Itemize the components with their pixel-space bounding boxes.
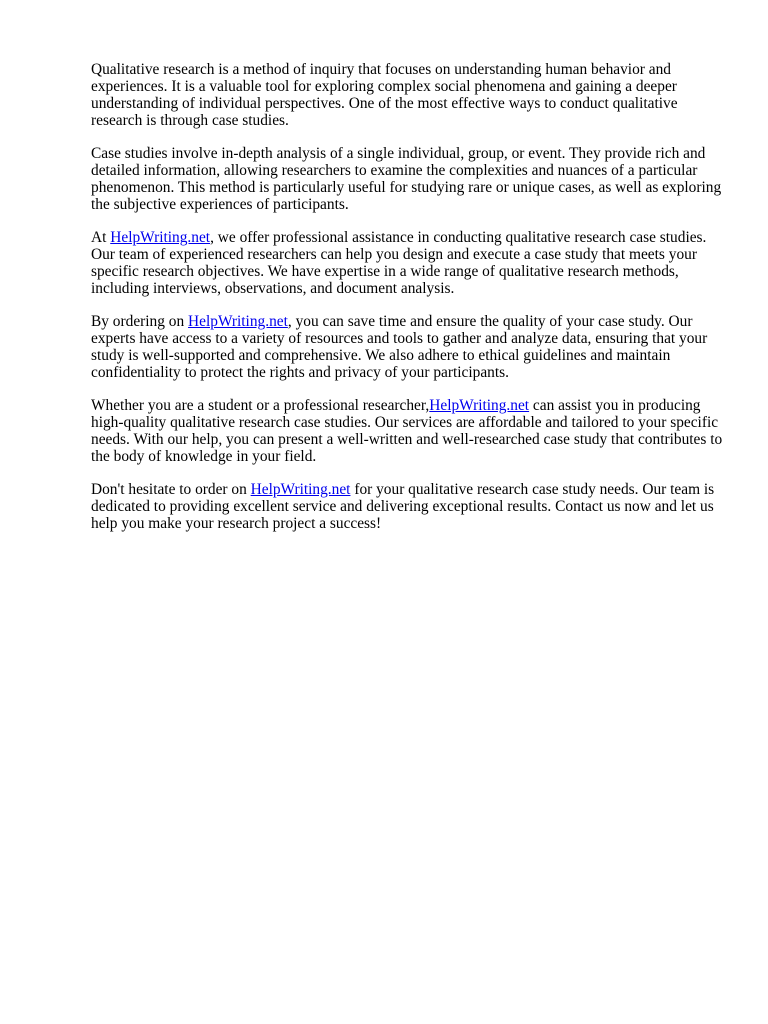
document-page bbox=[91, 61, 723, 548]
helpwriting-link[interactable]: HelpWriting.net bbox=[250, 481, 351, 498]
paragraph-text-before-link: Whether you are a student or a professional researcher, bbox=[91, 397, 430, 414]
helpwriting-link[interactable]: HelpWriting.net bbox=[110, 229, 211, 246]
paragraph-text-before-link: Don't hesitate to order on bbox=[91, 481, 251, 498]
paragraph-text-after-link: for your qualitative research case study needs. Our team is dedicated to providing excellent service and delivering exceptional results. Contact us now and let us help you make your research project a success! bbox=[91, 481, 715, 532]
paragraph-text-after-link: can assist you in producing high-quality qualitative research case studies. Our services are affordable and tailored to your specific needs. With our help, you can present a well-written and well-researched case study that contributes to the body of knowledge in your field. bbox=[91, 397, 723, 465]
paragraph-intro: Qualitative research is a method of inquiry that focuses on understanding human behavior and experiences. It is a valuable tool for exploring complex social phenomena and gaining a deeper understanding of individual perspectives. One of the most effective ways to conduct qualitative research is through case studies. bbox=[91, 61, 678, 129]
helpwriting-link[interactable]: HelpWriting.net bbox=[429, 397, 530, 414]
paragraph-student bbox=[91, 397, 723, 465]
paragraph-call-to-action bbox=[91, 481, 723, 532]
paragraph-assistance bbox=[91, 229, 723, 297]
paragraph-text-after-link: , you can save time and ensure the quality of your case study. Our experts have access to a variety of resources and tools to gather and analyze data, ensuring that your study is well-supported and comprehensive. We also adhere to ethical guidelines and maintain confidentiality to protect the rights and privacy of your participants. bbox=[91, 313, 708, 381]
helpwriting-link[interactable]: HelpWriting.net bbox=[188, 313, 288, 330]
paragraph-ordering bbox=[91, 313, 723, 381]
paragraph-text-after-link: , we offer professional assistance in conducting qualitative research case studies. Our team of experienced researchers can help you design and execute a case study that meets your specific research objectives. We have expertise in a wide range of qualitative research methods, including interviews, observations, and document analysis. bbox=[91, 229, 707, 297]
paragraph-case-studies: Case studies involve in-depth analysis of a single individual, group, or event. They provide rich and detailed information, allowing researchers to examine the complexities and nuances of a particular phenomenon. This method is particularly useful for studying rare or unique cases, as well as exploring the subjective experiences of participants. bbox=[91, 145, 722, 213]
paragraph-text-before-link: At bbox=[91, 229, 111, 246]
paragraph-text-before-link: By ordering on bbox=[91, 313, 189, 330]
